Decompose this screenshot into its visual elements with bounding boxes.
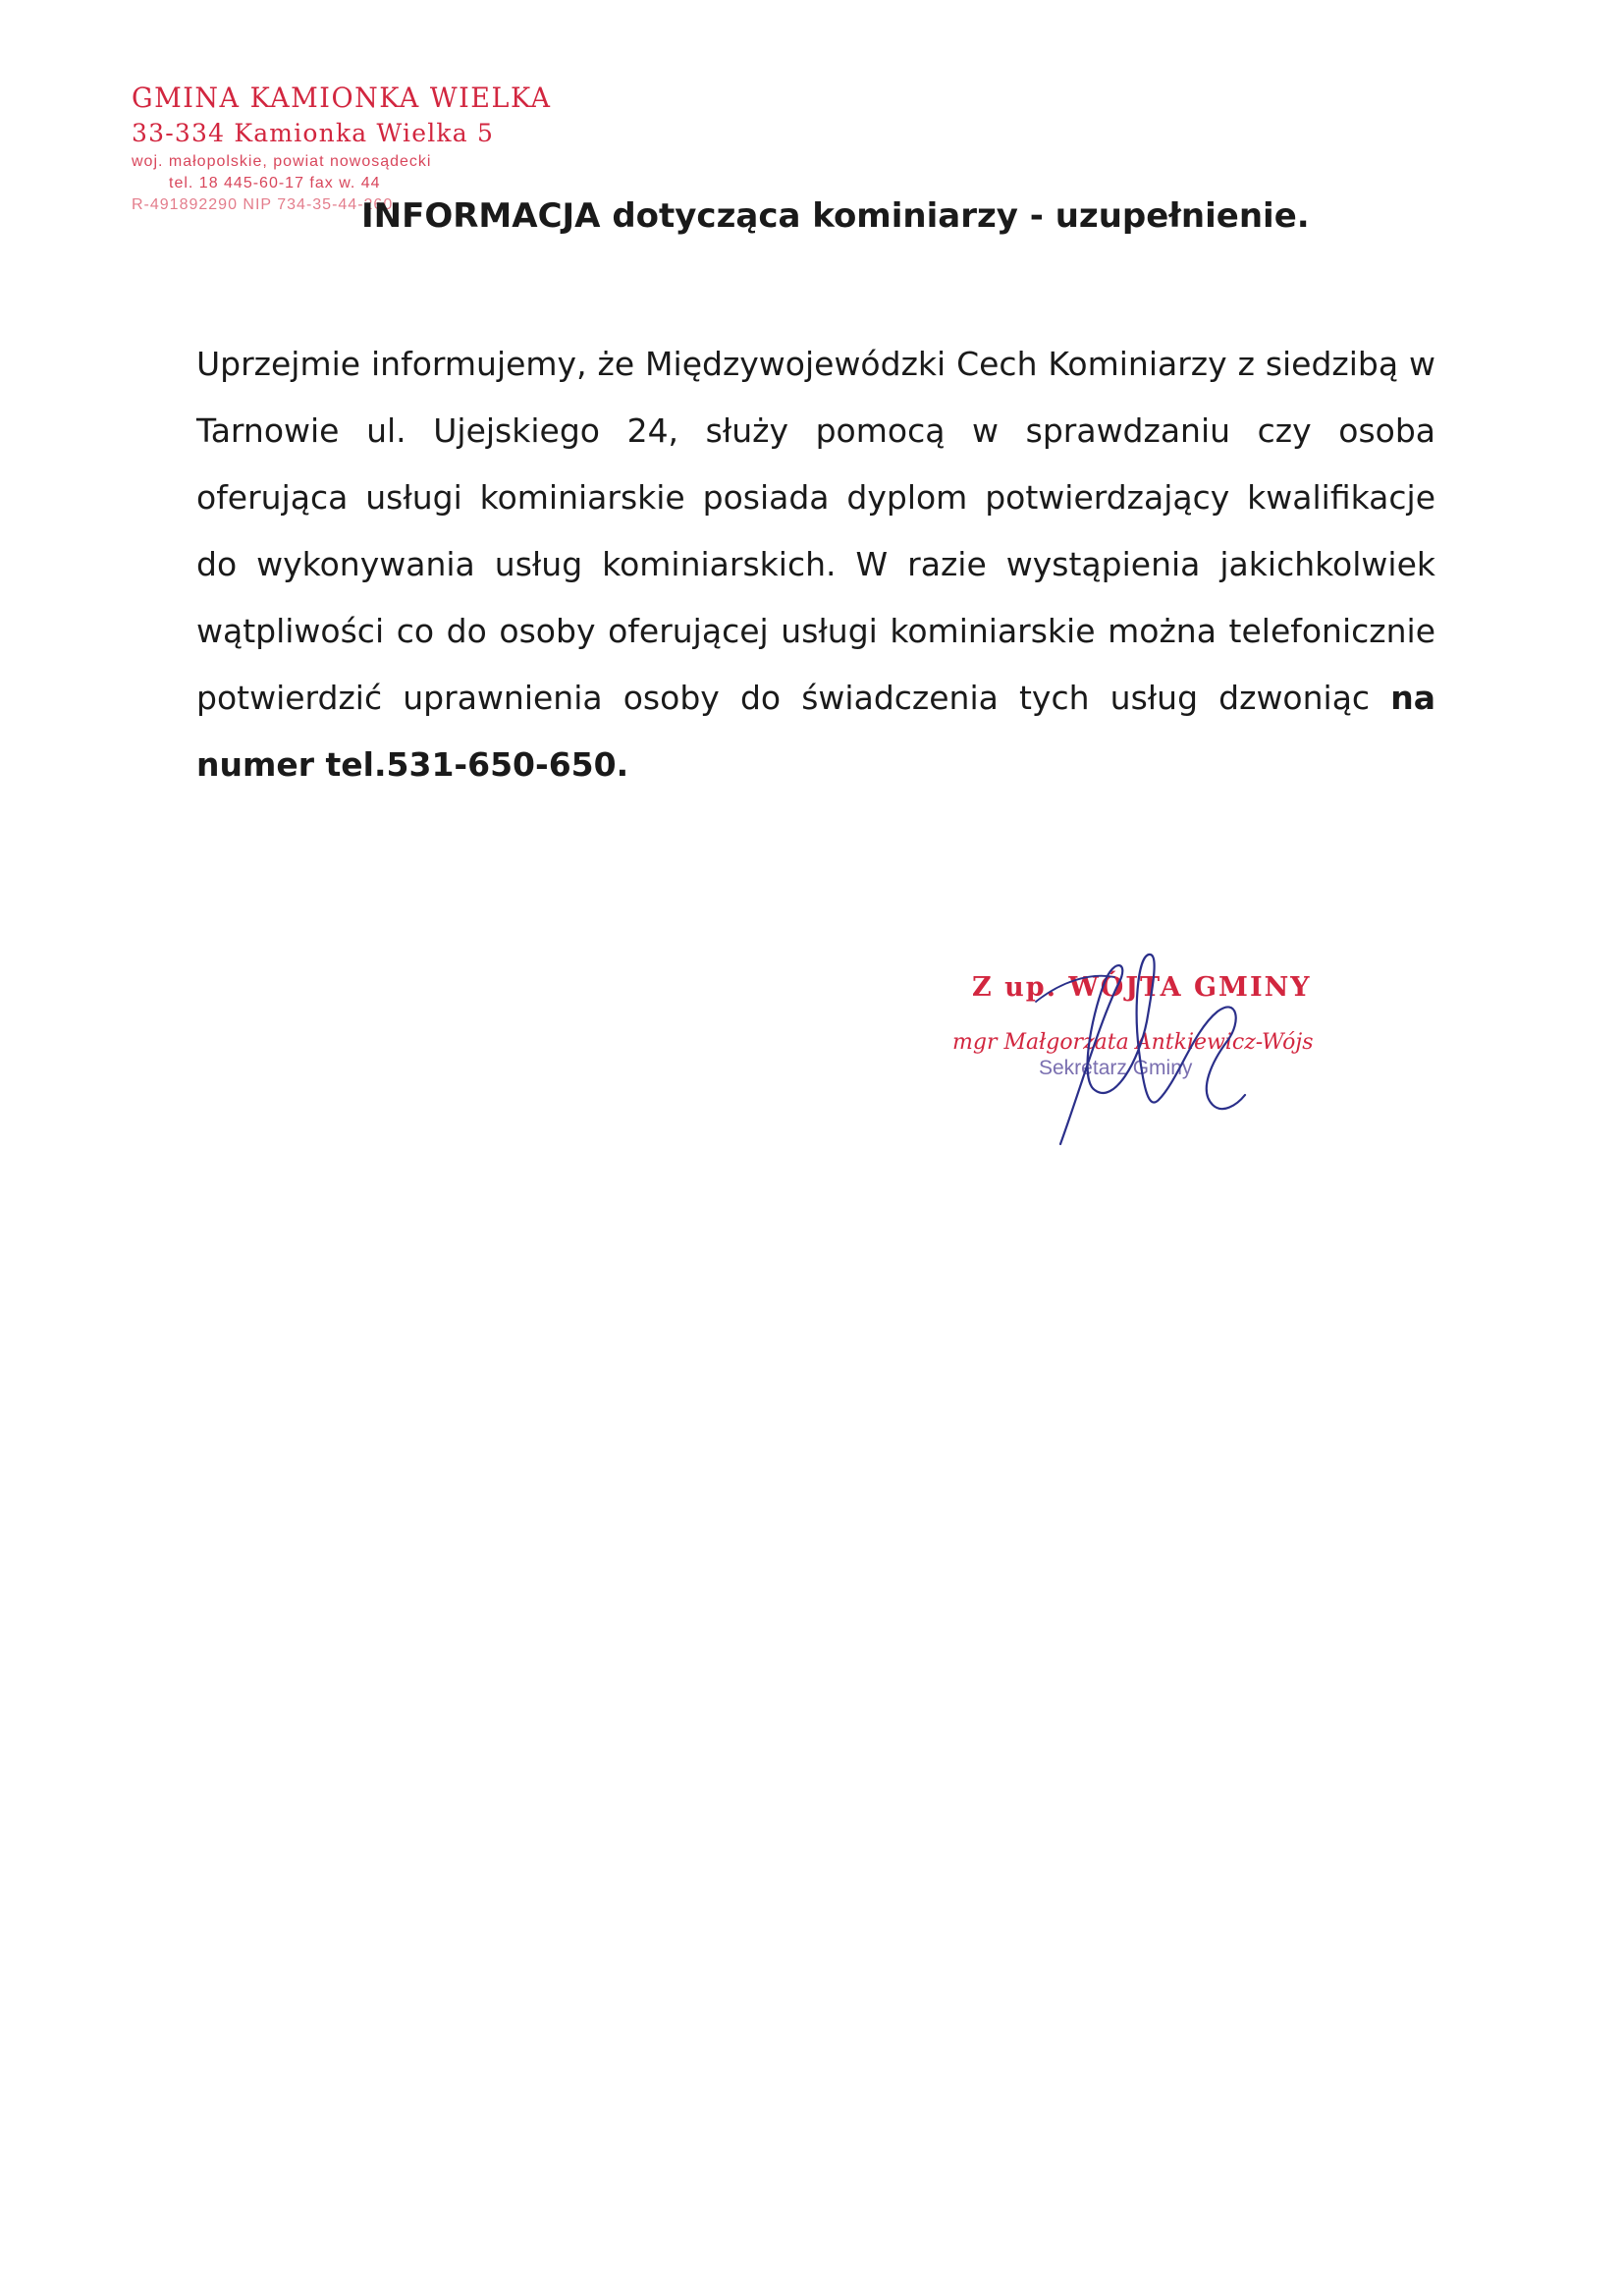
- stamp-address: 33-334 Kamionka Wielka 5: [132, 119, 495, 147]
- signature-authority: Z up. WÓJTA GMINY: [972, 972, 1312, 1003]
- end-punctuation: .: [616, 745, 629, 784]
- stamp-phone: tel. 18 445-60-17 fax w. 44: [169, 175, 381, 191]
- stamp-office-name: GMINA KAMIONKA WIELKA: [132, 82, 552, 115]
- phone-label: na numer tel.: [196, 679, 1435, 784]
- stamp-region: woj. małopolskie, powiat nowosądecki: [132, 153, 432, 170]
- signature-role: Sekretarz Gminy: [1039, 1057, 1193, 1079]
- stamp-registry: R-491892290 NIP 734-35-44-260: [132, 196, 394, 213]
- document-title: INFORMACJA dotycząca kominiarzy - uzupełnienie.: [361, 196, 1310, 236]
- body-text: Uprzejmie informujemy, że Międzywojewódzki Cech Kominiarzy z siedzibą w Tarnowie ul. Ujejskiego 24, służy pomocą w sprawdzaniu czy osoba oferująca usługi kominiarskie posiada dyplom potwierdzający kwalifikacje do wykonywania usług kominiarskich. W razie wystąpienia jakichkolwiek wątpliwości co do osoby oferującej usługi kominiarskie można telefonicznie potwierdzić uprawnienia osoby do świadczenia tych usług dzwoniąc: [196, 345, 1435, 717]
- office-header-stamp: [132, 82, 552, 213]
- document-body: [196, 331, 1435, 798]
- signature-name: mgr Małgorzata Antkiewicz-Wójs: [952, 1030, 1314, 1055]
- handwritten-signature: [1021, 943, 1276, 1149]
- phone-number: 531-650-650: [386, 745, 617, 784]
